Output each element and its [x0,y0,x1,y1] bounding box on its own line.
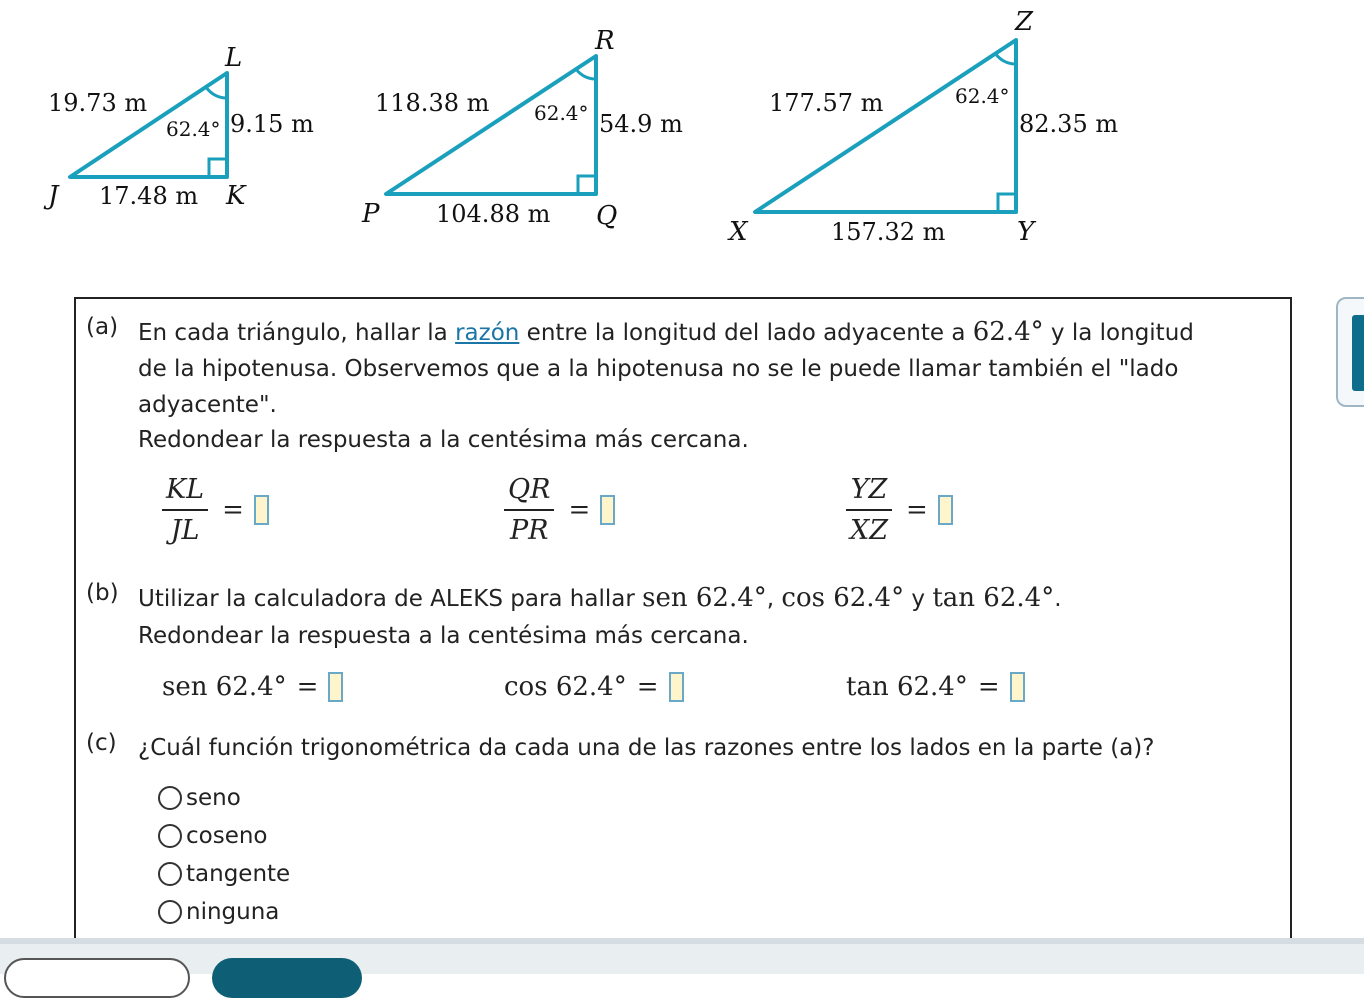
answer-input-tan[interactable] [1010,672,1025,702]
fraction-numerator: KL [166,474,205,505]
opposite-length: 82.35 m [1019,110,1119,138]
part-b-text: Utilizar la calculadora de ALEKS para hallar sen 62.4°, cos 62.4° y tan 62.4°. [138,583,1062,613]
option-ninguna[interactable]: ninguna [158,899,279,925]
sen-answer-row: sen 62.4° = [162,672,343,702]
ratio-kl-jl: $\frac{KL}{JL}$ = [162,474,269,546]
angle-arc [995,53,1016,64]
triangle-xyz-shape [755,40,1016,212]
adjacent-length: 104.88 m [436,200,551,228]
radio-button[interactable] [158,824,182,848]
footer-bar [0,938,1364,974]
part-a-label: (a) [86,314,119,340]
angle-label: 62.4° [534,101,589,125]
primary-button[interactable] [212,958,362,998]
angle-arc [206,87,227,98]
part-b-label: (b) [86,580,119,606]
fraction-denominator: XZ [850,515,888,546]
part-c-question: ¿Cuál función trigonométrica da cada una de las razones entre los lados en la parte (a)? [138,735,1155,761]
adjacent-length: 157.32 m [831,218,946,246]
triangle-figures [0,0,1364,260]
right-angle-marker [578,176,596,194]
hypotenuse-length: 19.73 m [48,89,148,117]
fraction-denominator: PR [509,515,549,546]
triangle-pqr-shape [386,56,596,194]
vertex-label-j: J [48,181,59,211]
opposite-length: 54.9 m [599,110,683,138]
vertex-label-r: R [595,26,615,56]
angle-inline: 62.4° [972,317,1044,347]
razon-link[interactable]: razón [455,320,520,346]
angle-label: 62.4° [955,84,1010,108]
radio-button[interactable] [158,862,182,886]
vertex-label-x: X [729,217,748,247]
angle-label: 62.4° [166,117,221,141]
hypotenuse-length: 177.57 m [769,89,884,117]
side-panel-tab[interactable] [1336,297,1364,407]
part-a-text: En cada triángulo, hallar la razón entre la longitud del lado adyacente a 62.4° y la longitud de la hipotenusa. Observemos que a la hipotenusa no se le puede llamar también el "lado adyacente". [138,317,1194,418]
radio-button[interactable] [158,786,182,810]
option-tangente[interactable]: tangente [158,861,290,887]
vertex-label-z: Z [1015,7,1034,37]
tan-answer-row: tan 62.4° = [846,672,1025,702]
adjacent-length: 17.48 m [99,182,199,210]
hypotenuse-length: 118.38 m [375,89,490,117]
part-b-round-instruction: Redondear la respuesta a la centésima más cercana. [138,623,749,649]
ratio-qr-pr: $\frac{QR}{PR}$ = [504,474,615,546]
answer-input-kl-jl[interactable] [254,495,269,525]
answer-input-yz-xz[interactable] [938,495,953,525]
answer-input-qr-pr[interactable] [600,495,615,525]
part-c-label: (c) [86,730,117,756]
part-a-round-instruction: Redondear la respuesta a la centésima más cercana. [138,427,749,453]
question-panel [74,297,1292,957]
fraction-numerator: QR [508,474,551,505]
vertex-label-k: K [226,181,246,211]
option-coseno[interactable]: coseno [158,823,268,849]
option-seno[interactable]: seno [158,785,241,811]
angle-arc [576,69,596,79]
tab-grip-icon [1352,315,1364,391]
right-angle-marker [998,194,1016,212]
triangle-jkl [43,43,314,211]
triangle-pqr [361,26,683,231]
vertex-label-p: P [362,199,380,229]
fraction-denominator: JL [170,515,200,546]
fraction-numerator: YZ [850,474,888,505]
vertex-label-y: Y [1017,217,1035,247]
triangle-xyz [727,7,1118,247]
right-angle-marker [209,159,227,177]
answer-input-sen[interactable] [328,672,343,702]
ratio-yz-xz: $\frac{YZ}{XZ}$ = [846,474,953,546]
vertex-label-l: L [225,43,243,73]
opposite-length: 9.15 m [230,110,314,138]
radio-button[interactable] [158,900,182,924]
answer-input-cos[interactable] [669,672,684,702]
cos-answer-row: cos 62.4° = [504,672,684,702]
secondary-button[interactable] [4,958,190,998]
vertex-label-q: Q [596,201,618,231]
